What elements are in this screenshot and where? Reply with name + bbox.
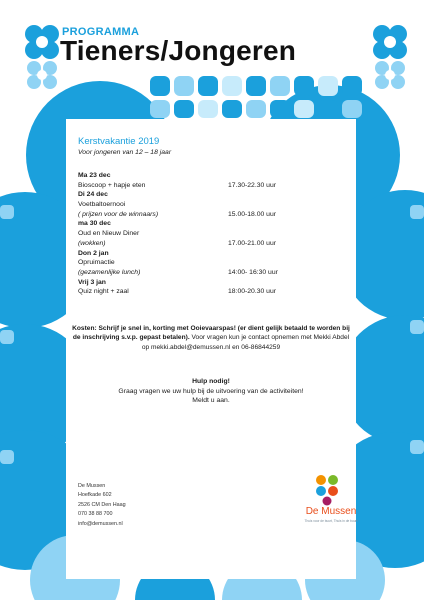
schedule-row [78, 287, 350, 297]
schedule-time: 17.00-21.00 uur [228, 239, 276, 247]
contact-name: De Mussen [78, 483, 106, 489]
schedule-row [78, 229, 350, 239]
deco-flower [27, 61, 57, 89]
deco-flower [373, 25, 407, 59]
help-line-2: Meldt u aan. [192, 397, 230, 405]
contact-address [78, 482, 126, 529]
contact-street: Hoefkade 602 [78, 492, 112, 499]
schedule-row [78, 268, 350, 278]
section-subtitle: Voor jongeren van 12 – 18 jaar [78, 149, 172, 156]
contact-phone: 070 38 88 700 [78, 511, 113, 518]
schedule-time: 17.30-22.30 uur [228, 181, 276, 189]
schedule-row [78, 258, 350, 268]
contact-city: 2526 CM Den Haag [78, 501, 126, 508]
schedule-time: 14:00- 16:30 uur [228, 268, 278, 276]
schedule-time: 15.00-18.00 uur [228, 210, 276, 218]
schedule-activity: Opruimactie [78, 259, 115, 267]
content-card [66, 119, 356, 579]
schedule-row [78, 200, 350, 210]
schedule-day: Don 2 jan [78, 249, 109, 257]
schedule-note: ( prijzen voor de winnaars) [78, 210, 159, 218]
deco-flower [25, 25, 59, 59]
schedule-day: ma 30 dec [78, 220, 111, 228]
help-title: Hulp nodig! [192, 378, 230, 385]
contact-email: info@demussen.nl [78, 520, 123, 527]
schedule-day: Vrij 3 jan [78, 278, 106, 286]
schedule-row [78, 239, 350, 249]
logo-tagline: Thuis voor de buurt, Thuis in de buurt [304, 519, 358, 523]
schedule-note: (gezamenlijke lunch) [78, 268, 141, 276]
schedule-time: 18:00-20.30 uur [228, 288, 276, 296]
schedule-day: Ma 23 dec [78, 172, 111, 179]
deco-flower [375, 61, 405, 89]
help-line-1: Graag vragen we uw hulp bij de uitvoering van de activiteiten! [118, 387, 304, 395]
schedule-note: (wokken) [78, 239, 106, 247]
schedule-row [78, 171, 350, 181]
programma-label: PROGRAMMA [62, 26, 140, 38]
help-block [72, 377, 350, 406]
schedule-activity: Oud en Nieuw Diner [78, 230, 140, 238]
schedule-activity: Quiz night + zaal [78, 288, 129, 296]
section-title: Kerstvakantie 2019 [78, 136, 160, 147]
schedule-day: Di 24 dec [78, 191, 108, 199]
schedule-activity: Voetbaltoernooi [78, 201, 126, 209]
costs-paragraph [72, 324, 350, 352]
schedule-row [78, 249, 350, 259]
schedule-list [78, 171, 350, 297]
costs-contact-text: Voor vragen kun je contact opnemen met Mekki Abdel op mekki.abdel@demussen.nl en 06-86844259 [141, 334, 350, 351]
schedule-row [78, 181, 350, 191]
de-mussen-logo-icon [314, 474, 340, 506]
schedule-row [78, 190, 350, 200]
schedule-row [78, 210, 350, 220]
schedule-row [78, 278, 350, 288]
schedule-row [78, 219, 350, 229]
schedule-activity: Bioscoop + hapje eten [78, 181, 146, 189]
costs-bold-text: Kosten: Schrijf je snel in, korting met Ooievaarspas! (er dient gelijk betaald te worden bij de inschrijving s.v.p. gepast betalen). [72, 325, 350, 342]
logo-wordmark: De Mussen [305, 506, 357, 517]
page-title: Tieners/Jongeren [60, 35, 297, 66]
